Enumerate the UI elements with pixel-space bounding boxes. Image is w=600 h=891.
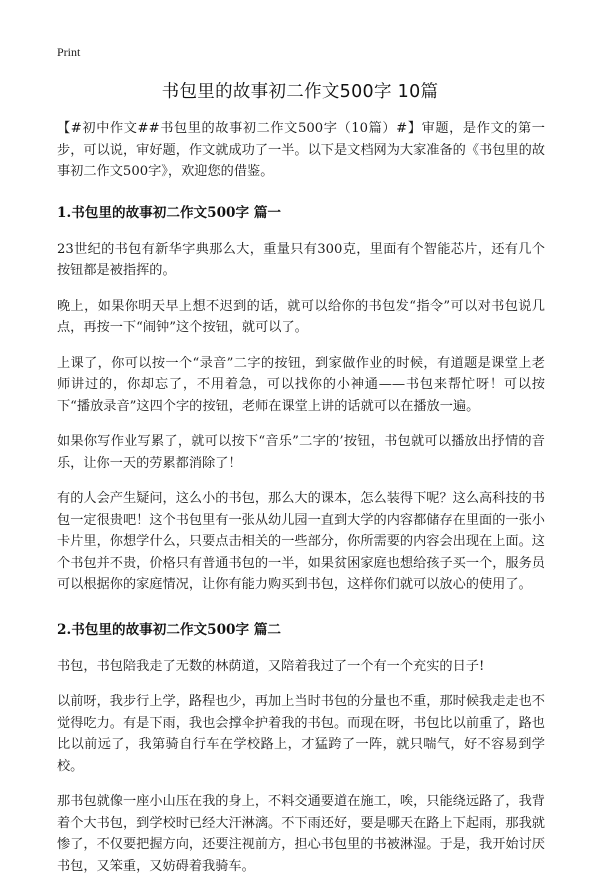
paragraph: 如果你写作业写累了，就可以按下“音乐”二字的’按钮，书包就可以播放出抒情的音乐，让你一天的劳累都消除了！ xyxy=(57,434,545,471)
paragraph: 23世纪的书包有新华字典那么大，重量只有300克，里面有个智能芯片，还有几个按钮都是被指挥的。 xyxy=(57,241,545,278)
print-label[interactable]: Print xyxy=(57,45,81,59)
paragraph: 书包，书包陪我走了无数的林荫道，又陪着我过了一个有一个充实的日子! xyxy=(57,658,485,674)
intro-paragraph: 【#初中作文##书包里的故事初二作文500字（10篇）#】审题，是作文的第一步，可以说，审好题，作文就成功了一半。以下是文档网为大家准备的《书包里的故事初二作文500字》，欢迎您的借鉴。 xyxy=(57,121,545,179)
paragraph: 晚上，如果你明天早上想不迟到的话，就可以给你的书包发“指令”可以对书包说几点，再按一下“闹钟”这个按钮，就可以了。 xyxy=(57,298,545,335)
paragraph: 那书包就像一座小山压在我的身上，不料交通要道在施工，唉，只能绕远路了，我背着个大书包，到学校时已经大汗淋漓。不下雨还好，要是哪天在路上下起雨，那我就惨了，不仅要把握方向，还要注视前方，担心书包里的书被淋湿。于是，我开始讨厌书包，又笨重，又妨碍着我骑车。 xyxy=(57,794,545,874)
paragraph: 有的人会产生疑问，这么小的书包，那么大的课本，怎么装得下呢？这么高科技的书包一定很贵吧！这个书包里有一张从幼儿园一直到大学的内容都储存在里面的一张小卡片里，你想学什么，只要点击相关的一些部分，你所需要的内容会出现在上面。这个书包并不贵，价格只有普通书包的一半，如果贫困家庭也想给孩子买一个，服务员可以根据你的家庭情况，让你有能力购买到书包，这样你们就可以放心的使用了。 xyxy=(57,491,545,592)
paragraph: 上课了，你可以按一个“录音”二字的按钮，到家做作业的时候，有道题是课堂上老师讲过的，你却忘了，不用着急，可以找你的小神通——书包来帮忙呀！可以按下“播放录音”这四个字的按钮，老师在课堂上讲的话就可以在播放一遍。 xyxy=(57,355,545,414)
document-body xyxy=(57,118,545,891)
paragraph: 以前呀，我步行上学，路程也少，再加上当时书包的分量也不重，那时候我走走也不觉得吃力。有是下雨，我也会撑伞护着我的书包。而现在呀，书包比以前重了，路也比以前远了，我第骑自行车在学校路上，才猛跨了一阵，就只喘气，好不容易到学校。 xyxy=(57,694,545,774)
section-heading-1: 1.书包里的故事初二作文500字 篇一 xyxy=(57,204,282,221)
page-title: 书包里的故事初二作文500字 10篇 xyxy=(161,82,439,102)
section-heading-2: 2.书包里的故事初二作文500字 篇二 xyxy=(57,621,282,638)
